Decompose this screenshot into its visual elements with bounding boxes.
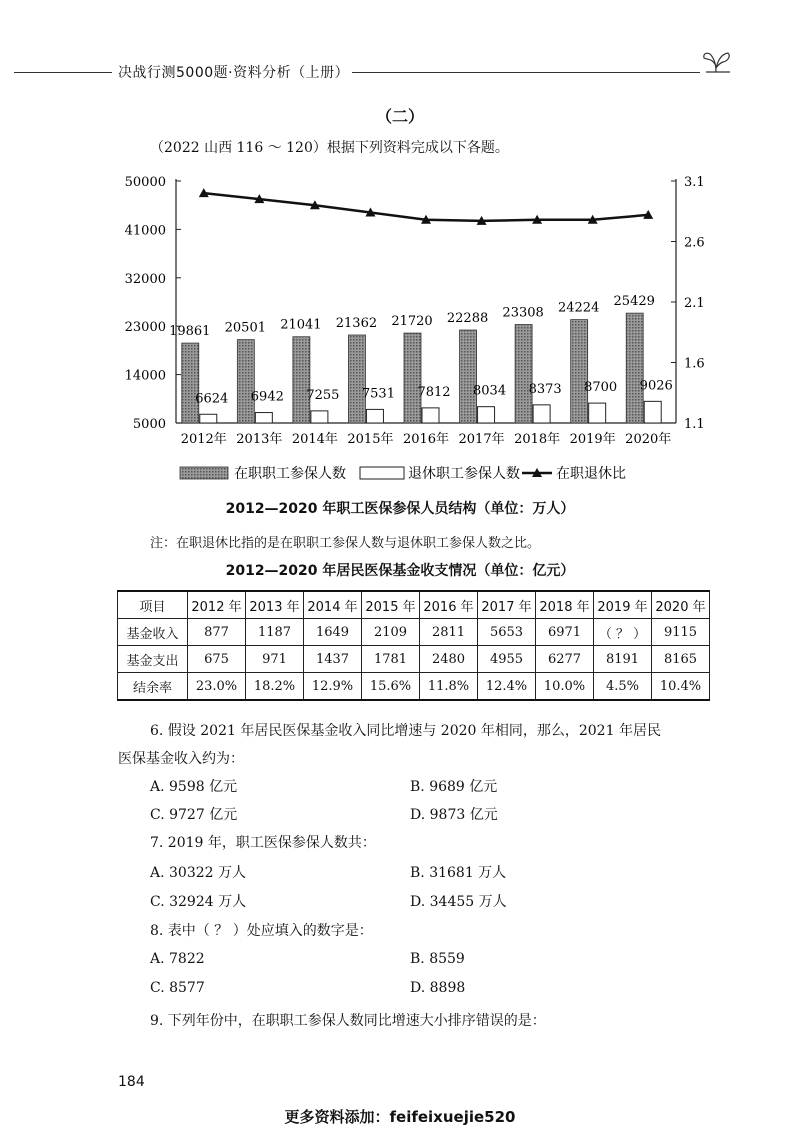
table-cell: 2480 xyxy=(420,646,478,673)
leaf-icon xyxy=(700,44,734,80)
bar-retired-label: 6624 xyxy=(195,391,229,407)
bar-active-label: 20501 xyxy=(224,320,267,336)
table-cell: 18.2% xyxy=(246,673,304,701)
bar-retired-label: 8373 xyxy=(528,381,562,397)
bar-active xyxy=(571,320,588,423)
y-left-tick-label: 50000 xyxy=(124,175,166,190)
bar-active-label: 25429 xyxy=(613,294,655,310)
bar-active-label: 22288 xyxy=(446,311,489,327)
question-7-stem: 7. 2019 年，职工医保参保人数共： xyxy=(150,835,376,851)
row-label: 项目 xyxy=(118,591,188,619)
question-8-stem: 8. 表中（ ？ ）处应填入的数字是： xyxy=(150,923,373,939)
bar-retired xyxy=(644,401,661,423)
bar-retired-label: 7531 xyxy=(361,386,395,402)
table-row xyxy=(118,619,710,646)
question-8-option-b[interactable]: B. 8559 xyxy=(410,951,465,967)
table-cell: 675 xyxy=(188,646,246,673)
chart-title: 2012—2020 年职工医保参保人员结构（单位：万人） xyxy=(225,501,575,517)
question-6-stem: 6. 假设 2021 年居民医保基金收入同比增速与 2020 年相同，那么，2021 年居民 xyxy=(150,723,661,739)
bar-active-label: 24224 xyxy=(557,300,600,316)
table-title: 2012—2020 年居民医保基金收支情况（单位：亿元） xyxy=(225,563,575,579)
bar-retired xyxy=(311,411,328,423)
bar-active xyxy=(404,333,421,423)
table-cell: 5653 xyxy=(478,619,536,646)
question-8-option-a[interactable]: A. 7822 xyxy=(150,951,205,967)
y-left-tick-label: 32000 xyxy=(124,271,166,287)
bar-active xyxy=(237,340,254,423)
table-cell: 2018 年 xyxy=(536,591,594,619)
table-cell: 8165 xyxy=(652,646,710,673)
table-cell: （ ？ ） xyxy=(594,619,652,646)
y-right-tick-label: 2.1 xyxy=(684,296,705,311)
question-6-option-b[interactable]: B. 9689 亿元 xyxy=(410,779,498,795)
table-cell: 877 xyxy=(188,619,246,646)
header-rule-right xyxy=(352,72,700,73)
legend-label-active: 在职职工参保人数 xyxy=(234,466,346,482)
table-cell: 2016 年 xyxy=(420,591,478,619)
bar-retired-label: 6942 xyxy=(250,389,284,405)
table-cell: 23.0% xyxy=(188,673,246,701)
section-title: （二） xyxy=(375,107,424,126)
question-8-option-c[interactable]: C. 8577 xyxy=(150,980,205,996)
bar-active xyxy=(515,325,532,423)
y-left-tick-label: 14000 xyxy=(124,368,166,384)
table-cell: 11.8% xyxy=(420,673,478,701)
x-tick-label: 2017年 xyxy=(458,432,505,447)
table-cell: 2109 xyxy=(362,619,420,646)
x-tick-label: 2018年 xyxy=(514,432,561,447)
question-9-stem: 9. 下列年份中，在职职工参保人数同比增速大小排序错误的是： xyxy=(150,1013,546,1029)
question-6-option-d[interactable]: D. 9873 亿元 xyxy=(410,807,498,823)
y-right-tick-label: 3.1 xyxy=(684,175,705,190)
table-cell: 6277 xyxy=(536,646,594,673)
x-tick-label: 2013年 xyxy=(236,432,283,447)
bar-active xyxy=(626,313,643,423)
x-tick-label: 2020年 xyxy=(625,432,672,447)
table-header-row xyxy=(118,591,710,619)
intro-text: （2022 山西 116 ～ 120）根据下列资料完成以下各题。 xyxy=(150,140,509,156)
row-label: 基金支出 xyxy=(118,646,188,673)
question-8-option-d[interactable]: D. 8898 xyxy=(410,980,466,996)
bar-retired xyxy=(366,409,383,423)
bar-active xyxy=(293,337,310,423)
table-cell: 2811 xyxy=(420,619,478,646)
table-cell: 1437 xyxy=(304,646,362,673)
question-6-stem-cont: 医保基金收入约为： xyxy=(118,751,244,767)
bar-active xyxy=(348,335,365,423)
table-cell: 2019 年 xyxy=(594,591,652,619)
bar-active xyxy=(460,330,477,423)
table-cell: 4955 xyxy=(478,646,536,673)
table-cell: 10.0% xyxy=(536,673,594,701)
table-row xyxy=(118,646,710,673)
table-cell: 2015 年 xyxy=(362,591,420,619)
table-cell: 15.6% xyxy=(362,673,420,701)
bar-retired-label: 7255 xyxy=(306,387,340,403)
bar-retired-label: 8700 xyxy=(584,380,618,396)
table-row xyxy=(118,673,710,701)
question-7-option-a[interactable]: A. 30322 万人 xyxy=(150,865,246,881)
legend-label-retired: 退休职工参保人数 xyxy=(408,466,520,482)
table-cell: 1649 xyxy=(304,619,362,646)
legend-label-ratio: 在职退休比 xyxy=(556,466,626,482)
y-right-tick-label: 1.6 xyxy=(684,356,705,372)
x-tick-label: 2015年 xyxy=(347,432,394,447)
y-right-tick-label: 1.1 xyxy=(684,417,705,432)
fund-table xyxy=(117,590,710,701)
question-6-option-a[interactable]: A. 9598 亿元 xyxy=(150,779,238,795)
legend-swatch-active xyxy=(180,467,228,479)
bar-retired xyxy=(422,408,439,423)
table-cell: 2020 年 xyxy=(652,591,710,619)
bar-active xyxy=(182,343,199,423)
row-label: 基金收入 xyxy=(118,619,188,646)
bar-active-label: 21720 xyxy=(391,314,433,330)
footer-text: 更多资料添加：feifeixuejie520 xyxy=(284,1108,516,1126)
table-cell: 2017 年 xyxy=(478,591,536,619)
table-cell: 2012 年 xyxy=(188,591,246,619)
bar-retired-label: 9026 xyxy=(639,378,673,394)
y-left-tick-label: 23000 xyxy=(124,320,166,336)
table-cell: 6971 xyxy=(536,619,594,646)
table-cell: 1187 xyxy=(246,619,304,646)
row-label: 结余率 xyxy=(118,673,188,701)
structure-chart xyxy=(110,168,705,498)
table-cell: 2013 年 xyxy=(246,591,304,619)
question-7-option-b[interactable]: B. 31681 万人 xyxy=(410,865,507,881)
book-header-title: 决战行测5000题·资料分析（上册） xyxy=(118,65,350,81)
y-left-tick-label: 5000 xyxy=(132,417,166,432)
x-tick-label: 2014年 xyxy=(291,432,338,447)
table-cell: 2014 年 xyxy=(304,591,362,619)
question-7-option-d[interactable]: D. 34455 万人 xyxy=(410,894,507,910)
bar-retired xyxy=(200,414,217,423)
table-cell: 4.5% xyxy=(594,673,652,701)
table-cell: 1781 xyxy=(362,646,420,673)
bar-retired xyxy=(589,403,606,423)
table-cell: 10.4% xyxy=(652,673,710,701)
bar-retired xyxy=(533,405,550,423)
table-cell: 8191 xyxy=(594,646,652,673)
header-rule-left xyxy=(14,72,112,73)
x-tick-label: 2012年 xyxy=(180,432,227,447)
y-right-tick-label: 2.6 xyxy=(684,235,705,251)
table-cell: 9115 xyxy=(652,619,710,646)
legend-swatch-retired xyxy=(360,467,404,479)
table-cell: 12.9% xyxy=(304,673,362,701)
bar-retired xyxy=(255,413,272,423)
bar-active-label: 21362 xyxy=(335,316,378,332)
bar-retired xyxy=(478,407,495,423)
bar-active-label: 21041 xyxy=(280,317,322,333)
x-tick-label: 2016年 xyxy=(402,432,450,447)
bar-active-label: 19861 xyxy=(169,324,211,340)
y-left-tick-label: 41000 xyxy=(124,223,166,239)
bar-active-label: 23308 xyxy=(502,305,544,321)
question-6-option-c[interactable]: C. 9727 亿元 xyxy=(150,807,238,823)
bar-retired-label: 8034 xyxy=(473,383,507,399)
bar-retired-label: 7812 xyxy=(417,384,451,400)
x-tick-label: 2019年 xyxy=(569,432,616,447)
chart-note: 注：在职退休比指的是在职职工参保人数与退休职工参保人数之比。 xyxy=(150,536,541,551)
table-cell: 971 xyxy=(246,646,304,673)
page-number: 184 xyxy=(118,1074,145,1090)
table-cell: 12.4% xyxy=(478,673,536,701)
question-7-option-c[interactable]: C. 32924 万人 xyxy=(150,894,247,910)
